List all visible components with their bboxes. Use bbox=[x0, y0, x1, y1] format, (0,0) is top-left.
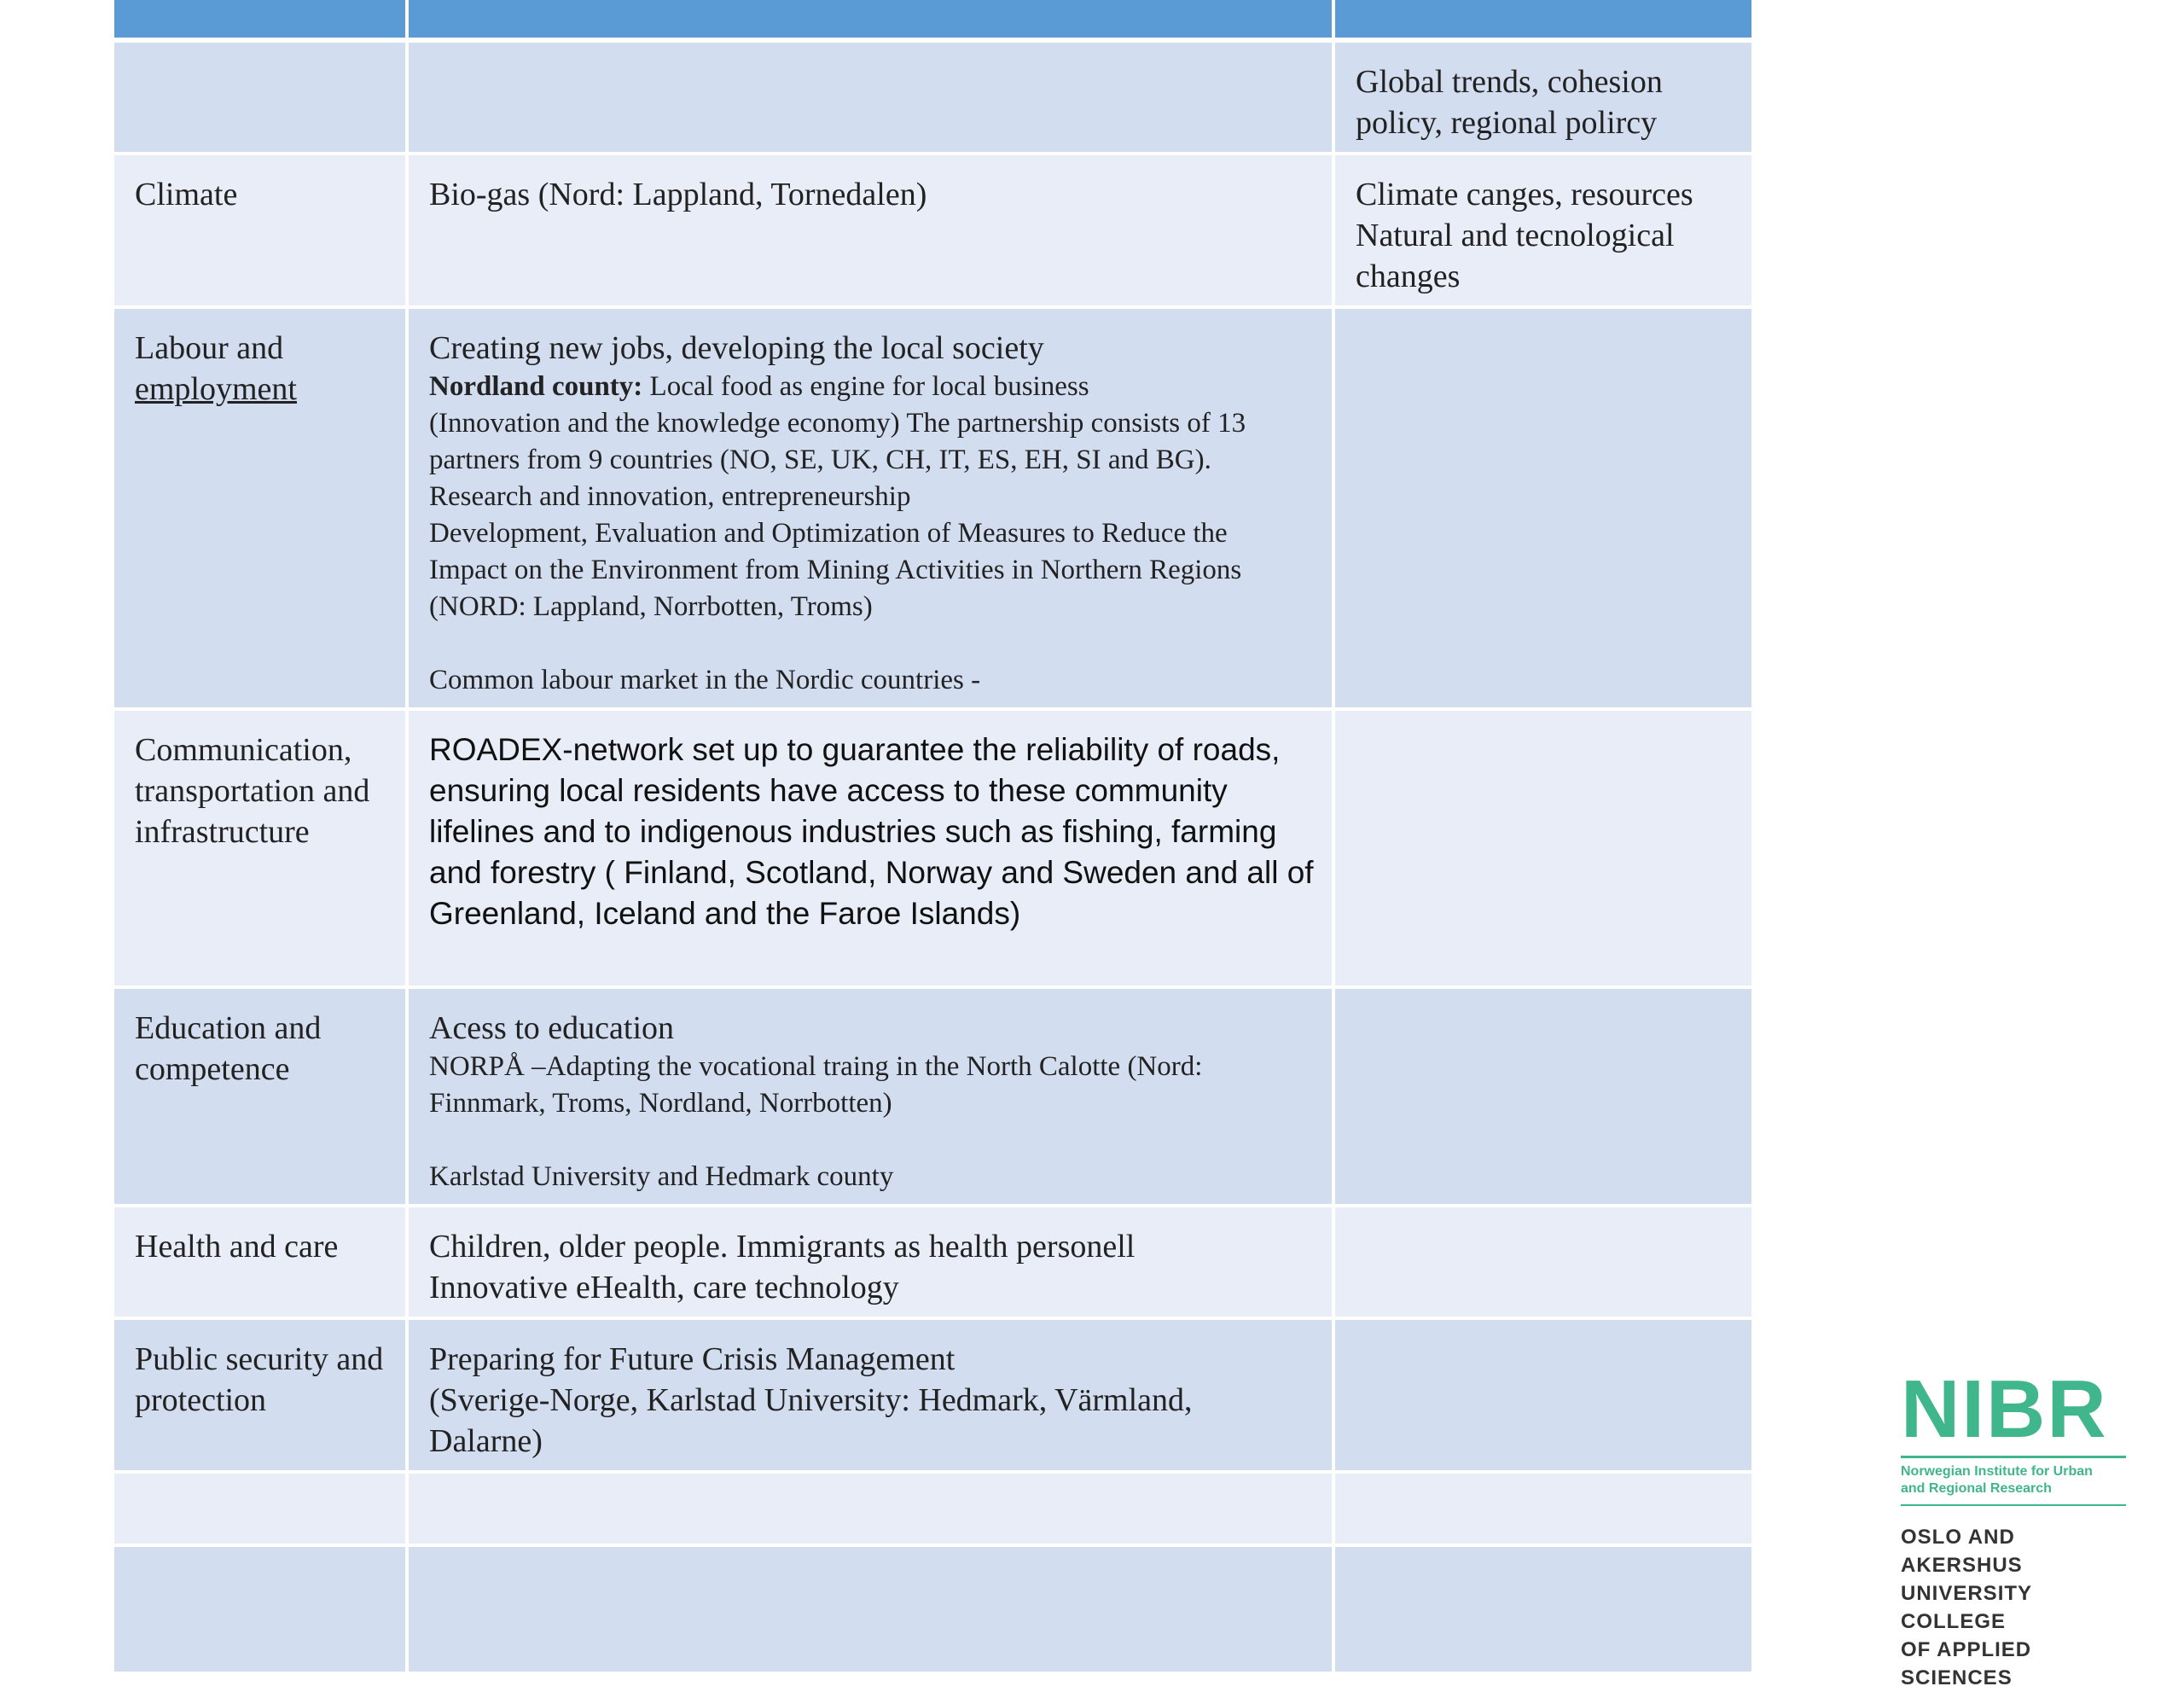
table-row bbox=[114, 1472, 1751, 1545]
topic-label: transportation and bbox=[135, 773, 370, 809]
table-cell bbox=[1333, 154, 1751, 307]
table-cell bbox=[407, 40, 1333, 154]
topic-label-link[interactable]: employment bbox=[135, 371, 297, 407]
trend-text: Climate canges, resources bbox=[1356, 177, 1693, 212]
logo-divider bbox=[1901, 1456, 2126, 1458]
project-text: ROADEX-network set up to guarantee the reliability of roads, bbox=[429, 732, 1281, 767]
project-text: (Innovation and the knowledge economy) The partnership consists of 13 bbox=[429, 408, 1246, 439]
table-row bbox=[114, 40, 1751, 154]
project-text: Finnmark, Troms, Nordland, Norrbotten) bbox=[429, 1088, 892, 1119]
table-row bbox=[114, 307, 1751, 709]
logo-subtitle: and Regional Research bbox=[1901, 1481, 2052, 1496]
table-row bbox=[114, 1206, 1751, 1318]
topic-label: Public security and bbox=[135, 1341, 384, 1377]
table-row bbox=[114, 1545, 1751, 1673]
trend-text: policy, regional polircy bbox=[1356, 105, 1658, 141]
trend-text: changes bbox=[1356, 259, 1461, 294]
project-region-label: Nordland county: bbox=[429, 371, 643, 402]
table-row bbox=[114, 987, 1751, 1206]
table-cell bbox=[1333, 987, 1751, 1206]
table-row bbox=[114, 154, 1751, 307]
table-cell bbox=[407, 1206, 1333, 1318]
table-cell bbox=[114, 1206, 407, 1318]
table-cell bbox=[1333, 1545, 1751, 1673]
trend-text: Natural and tecnological bbox=[1356, 218, 1675, 253]
table-cell bbox=[1333, 40, 1751, 154]
project-text: Karlstad University and Hedmark county bbox=[429, 1161, 894, 1192]
project-text: Local food as engine for local business bbox=[649, 371, 1089, 402]
content-table bbox=[114, 0, 1751, 1675]
table-cell bbox=[1333, 709, 1751, 987]
project-text: Children, older people. Immigrants as health personell bbox=[429, 1229, 1136, 1265]
project-text: and forestry ( Finland, Scotland, Norway and Sweden and all of bbox=[429, 855, 1314, 890]
topic-label: Education and bbox=[135, 1010, 322, 1046]
college-name: UNIVERSITY COLLEGE bbox=[1901, 1582, 2032, 1633]
project-text: Common labour market in the Nordic countries - bbox=[429, 665, 981, 695]
project-text: ensuring local residents have access to these community bbox=[429, 773, 1228, 808]
table-cell bbox=[407, 1318, 1333, 1472]
table-cell bbox=[407, 307, 1333, 709]
table-cell bbox=[114, 40, 407, 154]
table-cell bbox=[407, 709, 1333, 987]
table-cell bbox=[114, 1472, 407, 1545]
header-cell bbox=[407, 0, 1333, 40]
project-text: Bio-gas (Nord: Lappland, Tornedalen) bbox=[429, 177, 927, 212]
project-text: lifelines and to indigenous industries such as fishing, farming bbox=[429, 814, 1277, 849]
header-cell bbox=[1333, 0, 1751, 40]
project-text: partners from 9 countries (NO, SE, UK, CH, IT, ES, EH, SI and BG). bbox=[429, 445, 1211, 475]
table-cell bbox=[407, 1472, 1333, 1545]
topic-label: Climate bbox=[135, 177, 238, 212]
table-cell bbox=[1333, 1472, 1751, 1545]
logo-subtitle: Norwegian Institute for Urban bbox=[1901, 1464, 2093, 1479]
project-text: Greenland, Iceland and the Faroe Islands) bbox=[429, 896, 1021, 931]
project-text: (NORD: Lappland, Norrbotten, Troms) bbox=[429, 591, 873, 622]
college-name: OF APPLIED SCIENCES bbox=[1901, 1638, 2032, 1689]
table-cell bbox=[407, 987, 1333, 1206]
table-cell bbox=[114, 709, 407, 987]
table-row bbox=[114, 1318, 1751, 1472]
topic-label: Communication, bbox=[135, 732, 352, 768]
table-cell bbox=[114, 987, 407, 1206]
table-cell bbox=[1333, 1318, 1751, 1472]
project-text: Research and innovation, entrepreneurship bbox=[429, 481, 911, 512]
project-text: NORPÅ –Adapting the vocational traing in the North Calotte (Nord: bbox=[429, 1051, 1203, 1082]
topic-label: infrastructure bbox=[135, 814, 310, 850]
project-text: Development, Evaluation and Optimization of Measures to Reduce the bbox=[429, 518, 1228, 549]
project-text: (Sverige-Norge, Karlstad University: Hedmark, Värmland, bbox=[429, 1382, 1193, 1418]
table-cell bbox=[1333, 307, 1751, 709]
table-cell bbox=[114, 1318, 407, 1472]
trend-text: Global trends, cohesion bbox=[1356, 64, 1663, 100]
table-row bbox=[114, 709, 1751, 987]
project-lead: Acess to education bbox=[429, 1010, 675, 1046]
project-text: Innovative eHealth, care technology bbox=[429, 1270, 899, 1305]
nibr-wordmark: NIBR bbox=[1901, 1363, 2108, 1455]
table-cell bbox=[114, 307, 407, 709]
table-cell bbox=[1333, 1206, 1751, 1318]
project-lead: Creating new jobs, developing the local society bbox=[429, 330, 1044, 366]
project-text: Dalarne) bbox=[429, 1423, 543, 1459]
table-cell bbox=[407, 1545, 1333, 1673]
table-cell bbox=[114, 154, 407, 307]
project-text: Preparing for Future Crisis Management bbox=[429, 1341, 956, 1377]
college-name: OSLO AND AKERSHUS bbox=[1901, 1526, 2023, 1577]
table-cell bbox=[114, 1545, 407, 1673]
topic-label: Labour and bbox=[135, 330, 284, 366]
topic-label: Health and care bbox=[135, 1229, 339, 1265]
topic-label: protection bbox=[135, 1382, 267, 1418]
table-cell bbox=[407, 154, 1333, 307]
logo-divider bbox=[1901, 1504, 2126, 1506]
project-text: Impact on the Environment from Mining Activities in Northern Regions bbox=[429, 555, 1242, 585]
nibr-logo bbox=[1901, 1363, 2131, 1692]
table-header-row bbox=[114, 0, 1751, 40]
topic-label: competence bbox=[135, 1051, 290, 1087]
header-cell bbox=[114, 0, 407, 40]
